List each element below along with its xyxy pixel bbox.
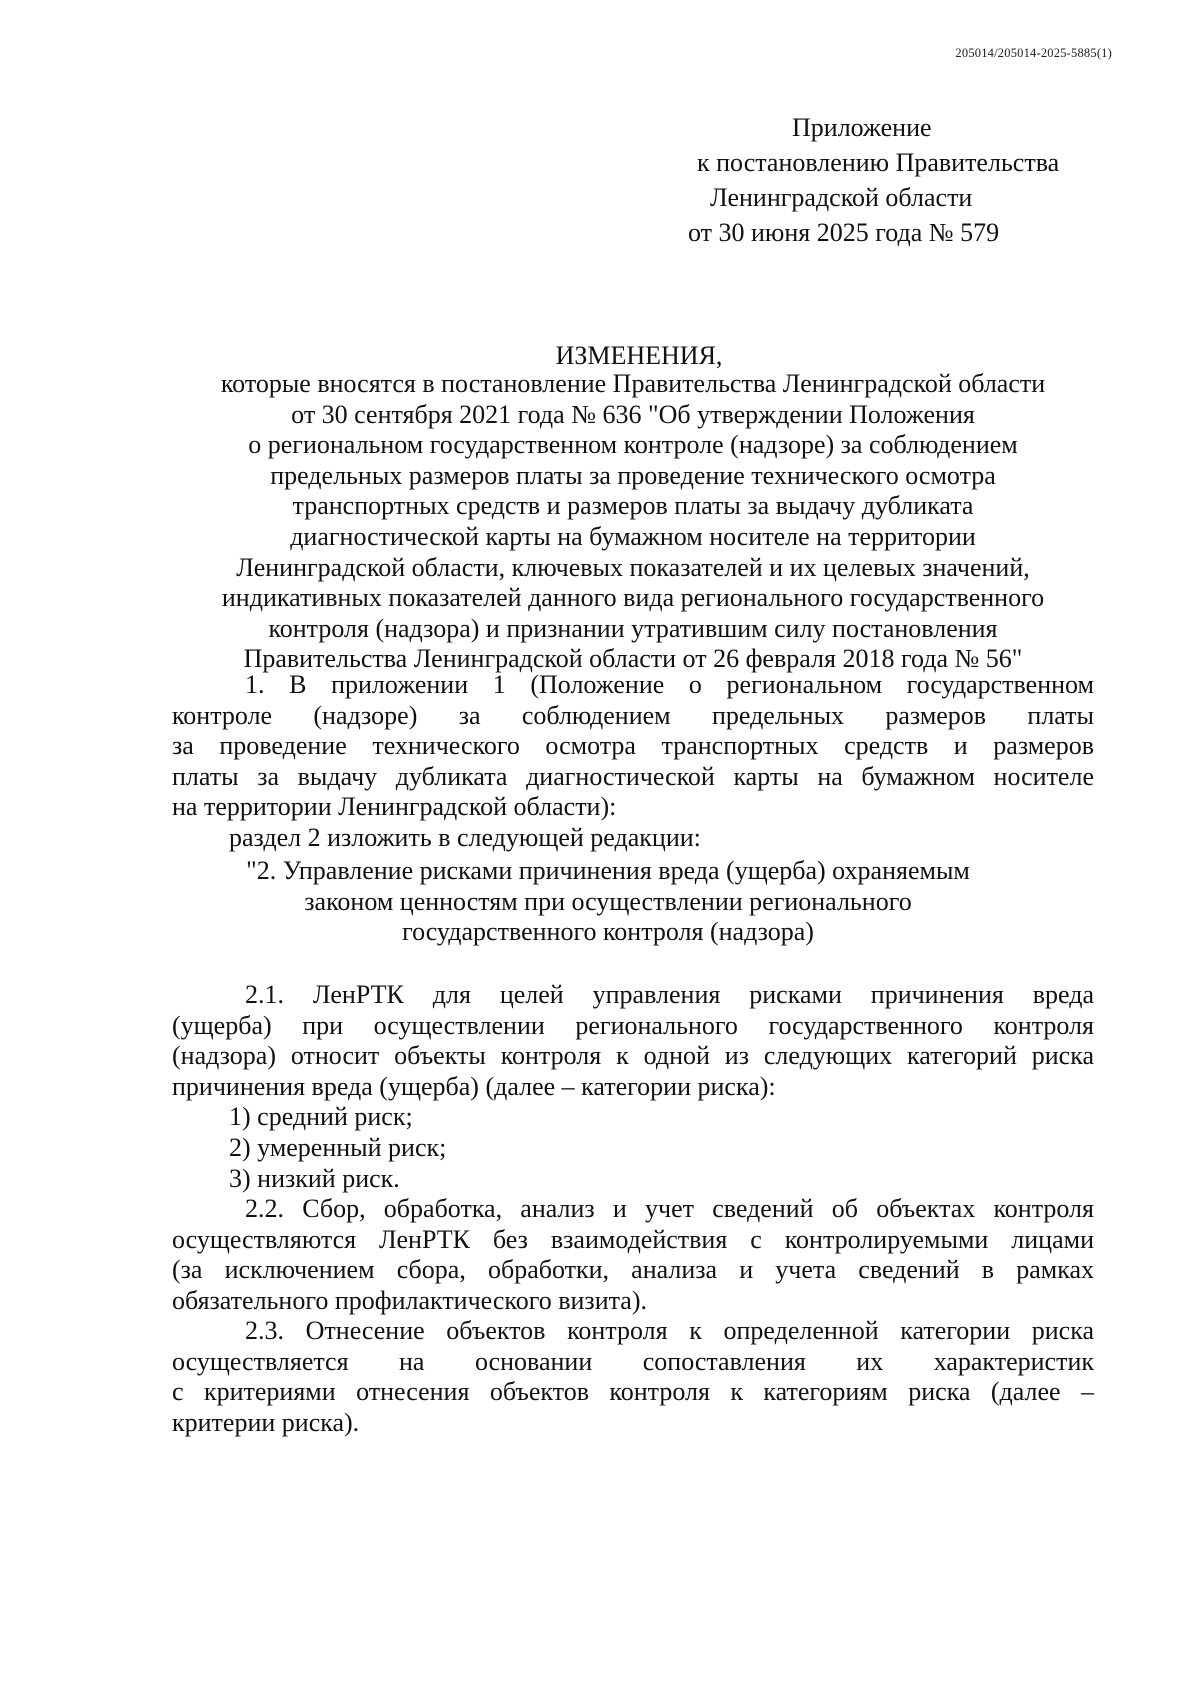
risk-list-item: 1) средний риск; xyxy=(229,1102,413,1132)
changes-title: ИЗМЕНЕНИЯ, xyxy=(555,341,723,370)
subtitle-line: Правительства Ленинградской области от 26 февраля 2018 года № 56" xyxy=(243,644,1023,674)
paragraph-line: критерии риска). xyxy=(172,1407,360,1437)
paragraph-line: платы за выдачу дубликата диагностической карты на бумажном носителе xyxy=(172,761,1094,791)
item-1-paragraph xyxy=(172,670,1094,854)
paragraph-line: на территории Ленинградской области): xyxy=(172,792,617,822)
paragraph-line: (надзора) относит объекты контроля к одной из следующих категорий риска xyxy=(172,1041,1094,1071)
risk-list-item: 3) низкий риск. xyxy=(229,1163,400,1193)
heading-line: "2. Управление рисками причинения вреда (ущерба) охраняемым xyxy=(246,856,970,885)
paragraph-line: с критериями отнесения объектов контроля к категориям риска (далее – xyxy=(172,1377,1094,1407)
paragraph-line: 1. В приложении 1 (Положение о региональном государственном xyxy=(245,670,1094,699)
risk-list-item: 2) умеренный риск; xyxy=(229,1132,447,1162)
paragraph-line: обязательного профилактического визита). xyxy=(172,1285,647,1315)
paragraph-2-3 xyxy=(172,1316,1094,1438)
heading-line: законом ценностям при осуществлении регионального xyxy=(304,886,912,916)
paragraph-line: 2.3. Отнесение объектов контроля к определенной категории риска xyxy=(245,1316,1094,1345)
subtitle-line: транспортных средств и размеров платы за выдачу дубликата xyxy=(292,491,974,521)
instruction-line: раздел 2 изложить в следующей редакции: xyxy=(229,822,701,852)
subtitle-line: диагностической карты на бумажном носителе на территории xyxy=(290,521,976,551)
paragraph-line: 2.2. Сбор, обработка, анализ и учет сведений об объектах контроля xyxy=(245,1194,1094,1223)
subtitle-line: предельных размеров платы за проведение технического осмотра xyxy=(270,460,996,490)
paragraph-2-1 xyxy=(172,980,1094,1194)
appendix-line-4: от 30 июня 2025 года № 579 xyxy=(688,218,1000,247)
document-registration-number: 205014/205014-2025-5885(1) xyxy=(955,46,1112,60)
heading-line: государственного контроля (надзора) xyxy=(402,917,814,947)
subtitle-line: которые вносятся в постановление Правительства Ленинградской области xyxy=(220,369,1046,398)
appendix-block xyxy=(675,110,1105,250)
subtitle-line: о региональном государственном контроле (надзоре) за соблюдением xyxy=(248,430,1018,460)
appendix-line-1: Приложение xyxy=(792,113,932,142)
paragraph-line: причинения вреда (ущерба) (далее – категории риска): xyxy=(172,1071,776,1101)
subtitle-line: контроля (надзора) и признании утратившим силу постановления xyxy=(268,613,998,643)
appendix-line-3: Ленинградской области xyxy=(710,183,973,212)
paragraph-line: (ущерба) при осуществлении регионального государственного контроля xyxy=(172,1010,1094,1040)
section-2-heading xyxy=(172,856,1094,948)
paragraph-line: осуществляется на основании сопоставления их характеристик xyxy=(172,1346,1094,1376)
changes-subtitle xyxy=(172,369,1094,675)
paragraph-2-2 xyxy=(172,1194,1094,1316)
paragraph-line: 2.1. ЛенРТК для целей управления рисками причинения вреда xyxy=(245,980,1094,1009)
paragraph-line: за проведение технического осмотра транспортных средств и размеров xyxy=(172,731,1094,761)
paragraph-line: осуществляются ЛенРТК без взаимодействия с контролируемыми лицами xyxy=(172,1224,1094,1254)
paragraph-line: (за исключением сбора, обработки, анализа и учета сведений в рамках xyxy=(172,1255,1094,1285)
subtitle-line: Ленинградской области, ключевых показателей и их целевых значений, xyxy=(236,552,1030,582)
appendix-line-2: к постановлению Правительства xyxy=(697,148,1060,177)
subtitle-line: индикативных показателей данного вида регионального государственного xyxy=(221,583,1045,613)
subtitle-line: от 30 сентября 2021 года № 636 "Об утверждении Положения xyxy=(291,399,975,429)
paragraph-line: контроле (надзоре) за соблюдением предельных размеров платы xyxy=(172,700,1094,730)
